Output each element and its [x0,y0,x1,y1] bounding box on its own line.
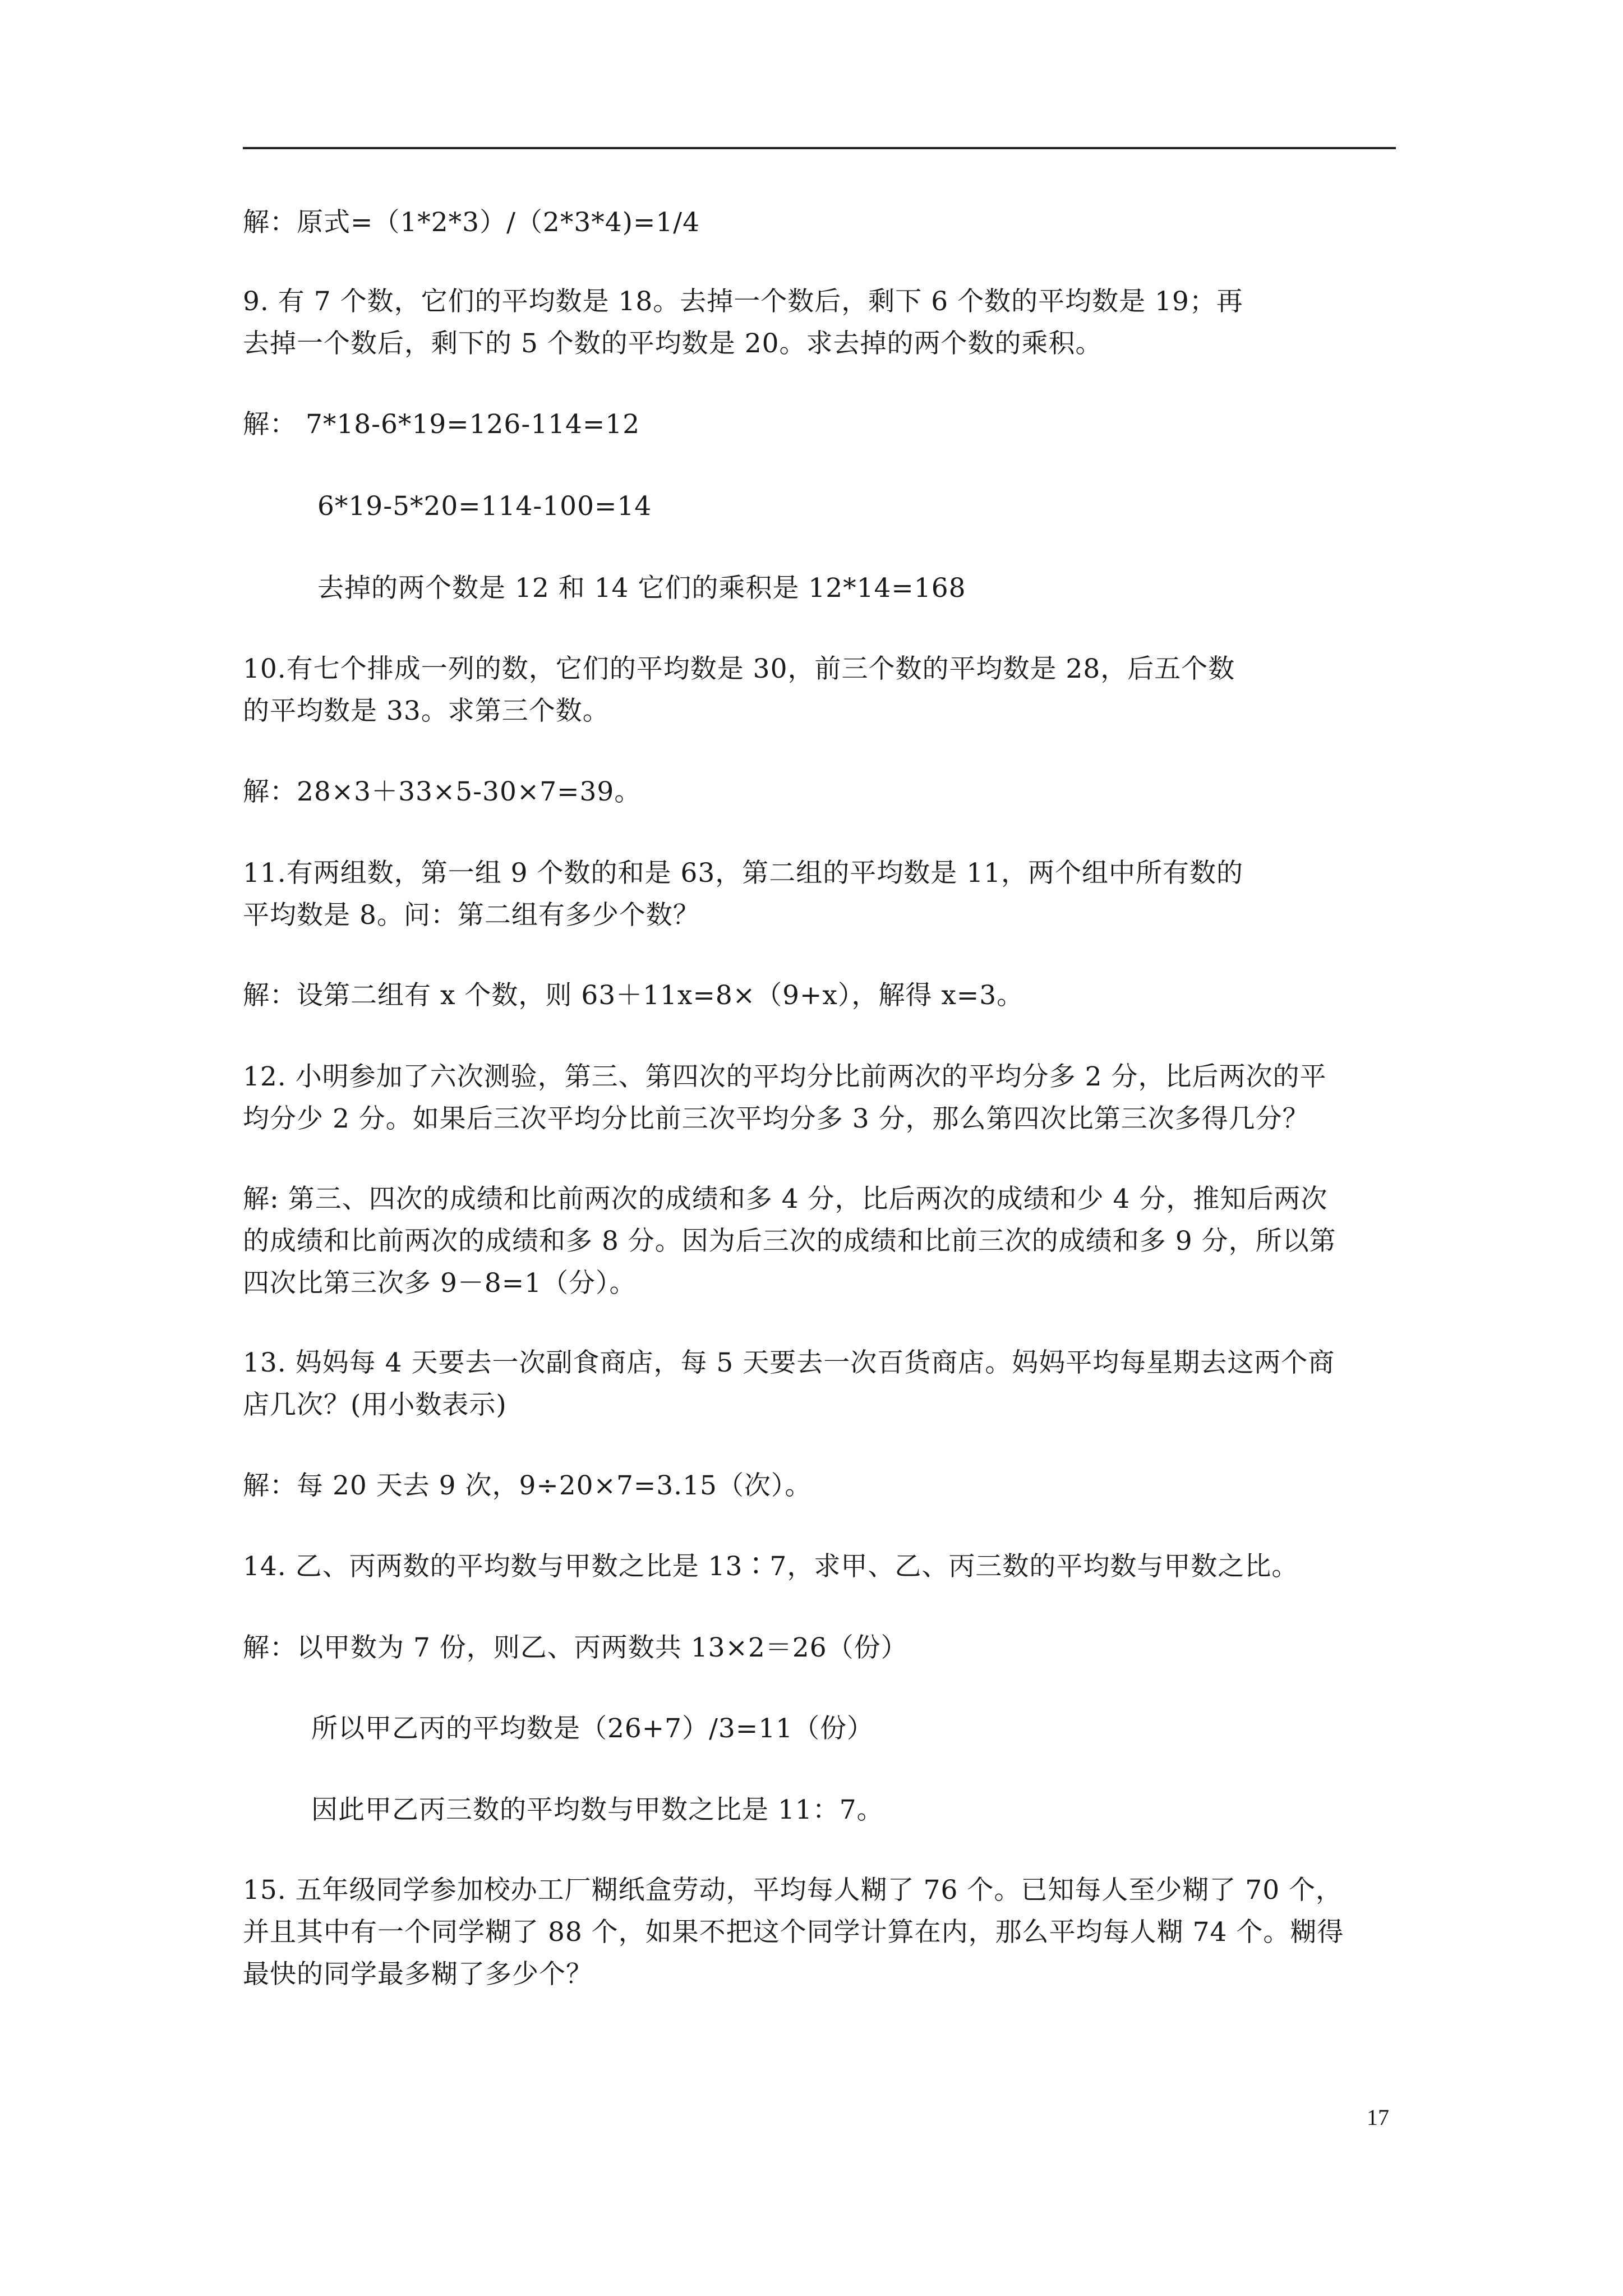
problem-14-line: 14. 乙、丙两数的平均数与甲数之比是 13∶7，求甲、乙、丙三数的平均数与甲数之比。 [243,1551,1299,1582]
problem-15-line-2: 并且其中有一个同学糊了 88 个，如果不把这个同学计算在内，那么平均每人糊 74 个。糊得 [243,1917,1344,1948]
problem-10-line-1: 10.有七个排成一列的数，它们的平均数是 30，前三个数的平均数是 28，后五个数 [243,654,1235,684]
problem-13-line-2: 店几次？(用小数表示) [243,1389,507,1420]
problem-11-line-2: 平均数是 8。问：第二组有多少个数？ [243,900,700,931]
solution-8-line: 解：原式=（1*2*3）/（2*3*4)=1/4 [243,207,700,238]
problem-9-line-1: 9. 有 7 个数，它们的平均数是 18。去掉一个数后，剩下 6 个数的平均数是 19；再 [243,286,1243,317]
header-rule [243,147,1396,149]
solution-9-line-2: 6*19-5*20=114-100=14 [317,491,652,522]
problem-15-line-1: 15. 五年级同学参加校办工厂糊纸盒劳动，平均每人糊了 76 个。已知每人至少糊了 70 个， [243,1875,1343,1906]
page-number: 17 [1367,2105,1389,2130]
problem-15-line-3: 最快的同学最多糊了多少个？ [243,1959,593,1990]
solution-10-line: 解：28×3＋33×5-30×7=39。 [243,776,642,807]
solution-13-line: 解：每 20 天去 9 次，9÷20×7=3.15（次）。 [243,1470,812,1501]
solution-11-line: 解：设第二组有 x 个数，则 63＋11x=8×（9+x），解得 x=3。 [243,980,1024,1011]
solution-12-line-1: 解: 第三、四次的成绩和比前两次的成绩和多 4 分，比后两次的成绩和少 4 分，推知后两次 [243,1184,1328,1214]
solution-12-line-2: 的成绩和比前两次的成绩和多 8 分。因为后三次的成绩和比前三次的成绩和多 9 分，所以第 [243,1226,1336,1257]
problem-13-line-1: 13. 妈妈每 4 天要去一次副食商店，每 5 天要去一次百货商店。妈妈平均每星期去这两个商 [243,1347,1335,1378]
solution-9-line-1: 解： 7*18-6*19=126-114=12 [243,409,640,440]
problem-11-line-1: 11.有两组数，第一组 9 个数的和是 63，第二组的平均数是 11，两个组中所有数的 [243,858,1244,889]
problem-12-line-2: 均分少 2 分。如果后三次平均分比前三次平均分多 3 分，那么第四次比第三次多得几分？ [243,1103,1310,1134]
solution-9-line-3: 去掉的两个数是 12 和 14 它们的乘积是 12*14=168 [317,573,966,604]
solution-14-line-2: 所以甲乙丙的平均数是（26+7）/3=11（份） [311,1713,874,1744]
solution-14-line-3: 因此甲乙丙三数的平均数与甲数之比是 11：7。 [311,1795,884,1825]
problem-10-line-2: 的平均数是 33。求第三个数。 [243,696,610,726]
problem-12-line-1: 12. 小明参加了六次测验，第三、第四次的平均分比前两次的平均分多 2 分，比后两次的平 [243,1061,1327,1092]
solution-12-line-3: 四次比第三次多 9－8=1（分）。 [243,1268,637,1299]
problem-9-line-2: 去掉一个数后，剩下的 5 个数的平均数是 20。求去掉的两个数的乘积。 [243,328,1103,359]
solution-14-line-1: 解：以甲数为 7 份，则乙、丙两数共 13×2＝26（份） [243,1632,908,1663]
